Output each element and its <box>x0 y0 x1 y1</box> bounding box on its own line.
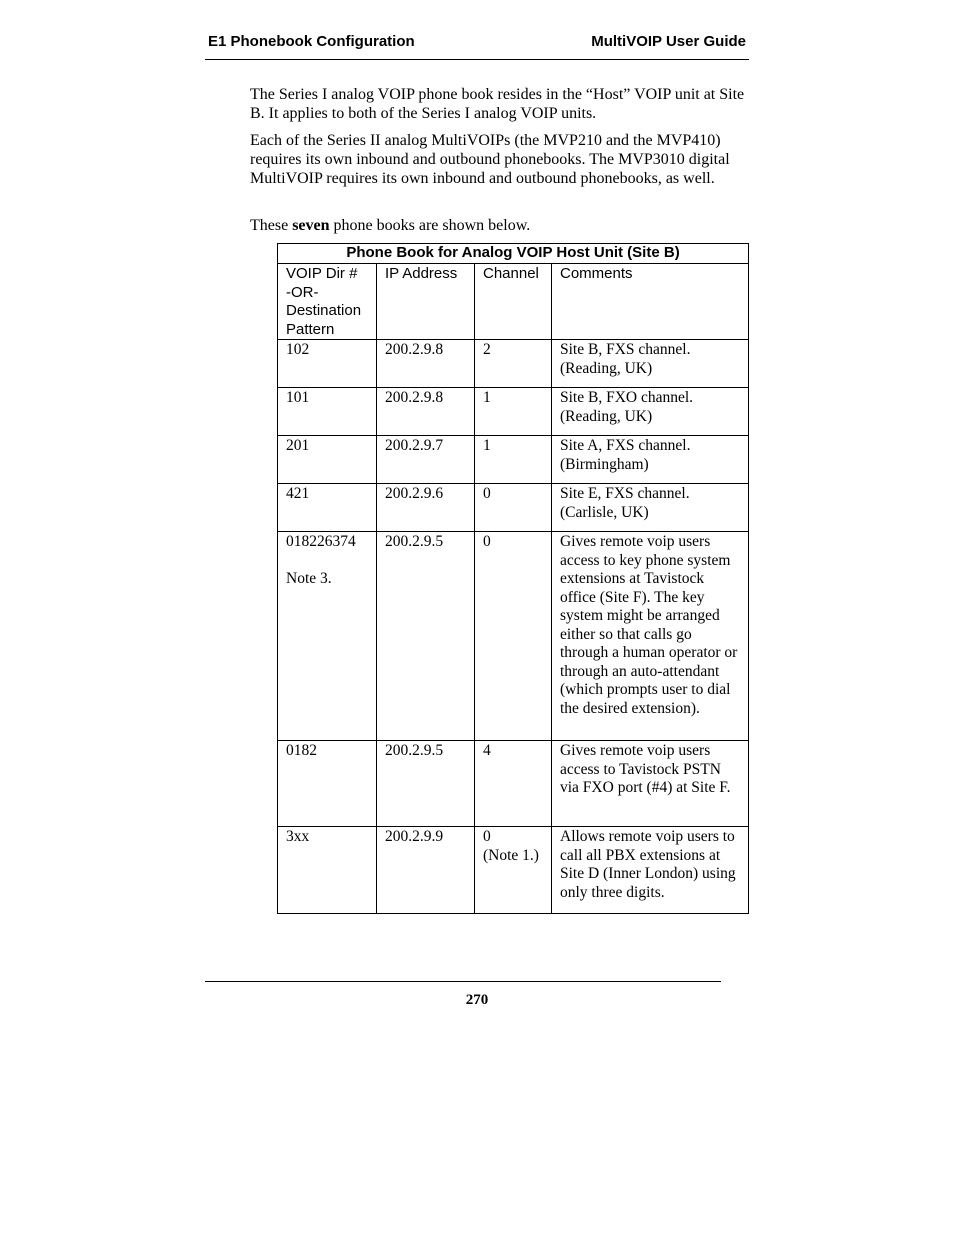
cell-ip: 200.2.9.5 <box>377 741 475 827</box>
cell-ip: 200.2.9.7 <box>377 436 475 484</box>
cell-comments: Site A, FXS channel. (Birmingham) <box>552 436 749 484</box>
cell-dir: 0182 <box>278 741 377 827</box>
header-comments: Comments <box>552 264 749 340</box>
phone-book-table <box>277 243 749 914</box>
page-number: 270 <box>465 992 489 1008</box>
cell-channel-note: (Note 1.) <box>483 846 539 864</box>
cell-dir: 101 <box>278 388 377 436</box>
cell-dir-value: 018226374 <box>286 533 356 550</box>
cell-dir: 3xx <box>278 827 377 914</box>
header-dir <box>278 264 377 340</box>
cell-dir: 201 <box>278 436 377 484</box>
running-header-title: MultiVOIP User Guide <box>591 33 746 50</box>
cell-ip: 200.2.9.6 <box>377 484 475 532</box>
cell-comments: Allows remote voip users to call all PBX extensions at Site D (Inner London) using only three digits. <box>552 827 749 914</box>
table-row <box>278 484 749 532</box>
cell-dir: 102 <box>278 340 377 388</box>
cell-channel-value: 0 <box>483 828 491 845</box>
cell-channel: 1 <box>475 388 552 436</box>
table-row <box>278 532 749 741</box>
table-row <box>278 827 749 914</box>
cell-channel: 2 <box>475 340 552 388</box>
cell-ip: 200.2.9.8 <box>377 340 475 388</box>
table-row <box>278 436 749 484</box>
cell-channel: 0 <box>475 532 552 741</box>
table-row <box>278 388 749 436</box>
cell-ip: 200.2.9.5 <box>377 532 475 741</box>
paragraph-seven-books <box>250 216 750 235</box>
header-channel: Channel <box>475 264 552 340</box>
cell-comments: Gives remote voip users access to Tavistock PSTN via FXO port (#4) at Site F. <box>552 741 749 827</box>
paragraph-series-i <box>250 85 750 123</box>
table-row <box>278 741 749 827</box>
cell-dir: 421 <box>278 484 377 532</box>
spacer <box>286 552 369 571</box>
header-dir-line: Pattern <box>286 320 335 338</box>
table-header-row <box>278 264 749 340</box>
running-header-section: E1 Phonebook Configuration <box>208 33 415 50</box>
footer-divider <box>205 981 721 982</box>
table-title: Phone Book for Analog VOIP Host Unit (Site B) <box>278 244 749 264</box>
paragraph-series-i-text: The Series I analog VOIP phone book resides in the “Host” VOIP unit at Site B. It applies to both of the Series I analog VOIP units. <box>250 86 745 122</box>
p3-after: phone books are shown below. <box>329 217 531 234</box>
paragraph-series-ii-text: Each of the Series II analog MultiVOIPs (the MVP210 and the MVP410) requires its own inbound and outbound phonebooks. The MVP3010 digital MultiVOIP requires its own inbound and outbound phonebooks, as well. <box>250 132 730 187</box>
cell-channel: 0 <box>475 484 552 532</box>
header-dir-line: Destination <box>286 302 362 319</box>
cell-dir-note: Note 3. <box>286 570 332 587</box>
paragraph-series-ii <box>250 131 750 188</box>
cell-dir <box>278 532 377 741</box>
paragraph-seven-books-text <box>250 216 750 235</box>
cell-comments: Site B, FXS channel. (Reading, UK) <box>552 340 749 388</box>
p3-before: These <box>250 217 293 234</box>
cell-channel: 4 <box>475 741 552 827</box>
cell-ip: 200.2.9.9 <box>377 827 475 914</box>
cell-ip: 200.2.9.8 <box>377 388 475 436</box>
cell-channel <box>475 827 552 914</box>
header-ip: IP Address <box>377 264 475 340</box>
cell-comments: Site B, FXO channel. (Reading, UK) <box>552 388 749 436</box>
header-dir-line: VOIP Dir # <box>286 265 358 282</box>
header-divider <box>205 59 749 60</box>
p3-bold: seven <box>292 217 330 234</box>
cell-comments: Gives remote voip users access to key phone system extensions at Tavistock office (Site F). The key system might be arranged either so that calls go through a human operator or through an auto-attendant (which prompts user to dial the desired extension). <box>552 532 749 741</box>
header-dir-line: -OR- <box>286 283 319 301</box>
table-row <box>278 340 749 388</box>
cell-channel: 1 <box>475 436 552 484</box>
cell-comments: Site E, FXS channel. (Carlisle, UK) <box>552 484 749 532</box>
